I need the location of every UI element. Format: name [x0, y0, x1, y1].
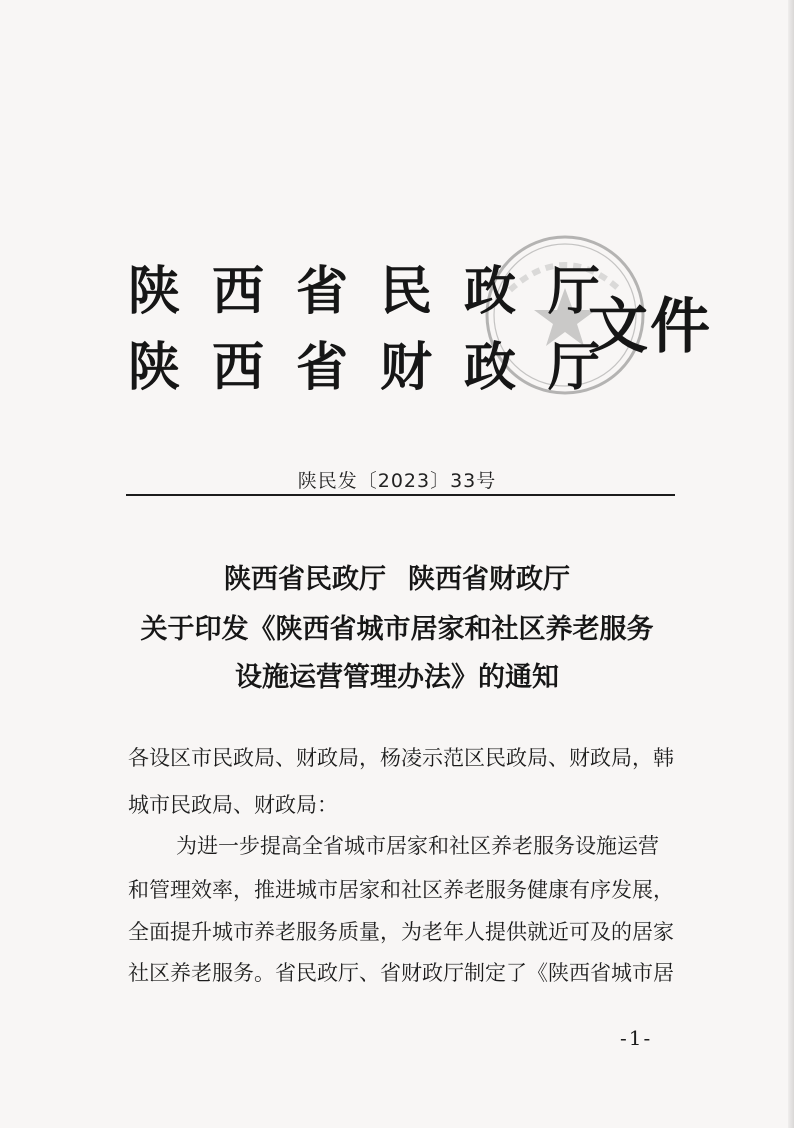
- title-line-3: 设施运营管理办法》的通知: [235, 662, 559, 693]
- issuer-line-2: 陕西省财政厅: [128, 338, 633, 398]
- body-line-6: 社区养老服务。省民政厅、省财政厅制定了《陕西省城市居: [128, 961, 674, 985]
- title-line-1: [0, 562, 794, 598]
- document-word: 文件: [588, 292, 712, 362]
- body-line-5: 全面提升城市养老服务质量，为老年人提供就近可及的居家: [128, 920, 674, 944]
- page-number: -1-: [620, 1026, 653, 1050]
- body-line-1: 各设区市民政局、财政局，杨凌示范区民政局、财政局，韩: [128, 746, 674, 770]
- document-number: 陕民发〔2023〕33号: [297, 470, 497, 492]
- issuer-line-1: 陕西省民政厅: [128, 262, 633, 322]
- title-issuer-2: 陕西省财政厅: [408, 564, 570, 595]
- body-line-3: 为进一步提高全省城市居家和社区养老服务设施运营: [176, 834, 659, 858]
- header-divider: [126, 494, 675, 496]
- title-issuer-1: 陕西省民政厅: [224, 564, 386, 595]
- title-line-2: 关于印发《陕西省城市居家和社区养老服务: [140, 614, 654, 645]
- body-line-2: 城市民政局、财政局：: [128, 793, 338, 817]
- body-line-4: 和管理效率，推进城市居家和社区养老服务健康有序发展，: [128, 878, 674, 902]
